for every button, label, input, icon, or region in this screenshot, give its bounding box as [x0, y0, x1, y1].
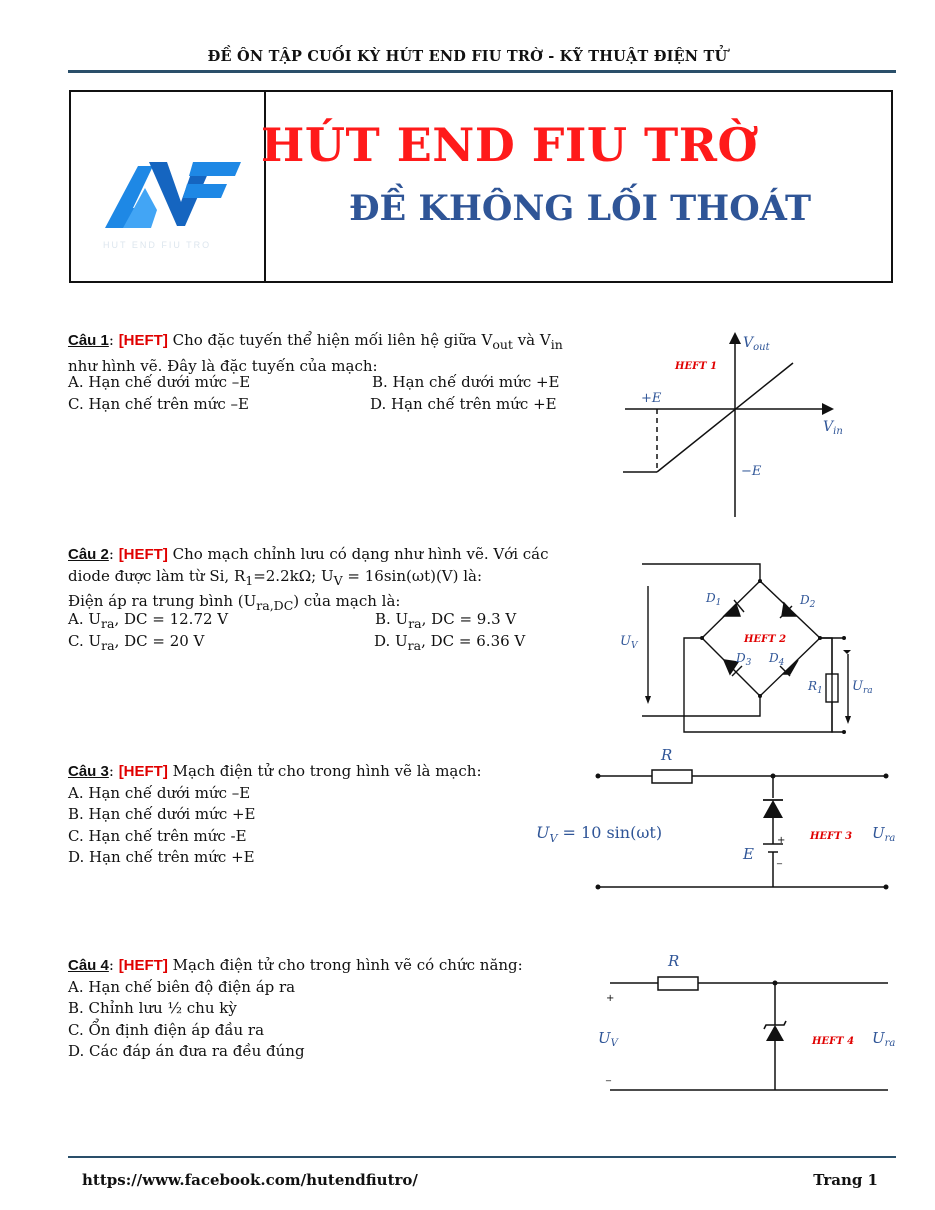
question-1-tag: [HEFT] [118, 332, 168, 349]
q2-line3-pre: Điện áp ra trung bình (U [68, 592, 257, 610]
plus-e-label: +E [641, 391, 662, 406]
q4-option-d[interactable]: D. Các đáp án đưa ra đều đúng [68, 1042, 305, 1060]
question-3-label: Câu 3 [68, 763, 109, 780]
question-1-label: Câu 1 [68, 332, 109, 349]
minus-e-label: −E [741, 464, 762, 479]
ura-label: $U_{ra}$ [872, 824, 896, 844]
q2-line3-sub: ra,DC [256, 598, 294, 613]
figure-2-bridge-rectifier [612, 556, 892, 742]
ura-label: $U_{ra}$ [852, 679, 873, 696]
minus-sign: _ [606, 1071, 611, 1082]
logo-caption: HUT END FIU TRO [103, 240, 212, 250]
question-1-text-2: như hình vẽ. Đây là đặc tuyến của mạch: [68, 356, 378, 375]
d2-label: $D_2$ [800, 593, 816, 610]
q2-option-b[interactable]: B. $U_{ra}$, DC = 9.3 V [375, 610, 517, 631]
q3-option-b[interactable]: B. Hạn chế dưới mức +E [68, 805, 256, 823]
q2-line2-post: =2.2kΩ; U [253, 566, 334, 585]
question-3: Câu 3: [HEFT] Mạch điện tử cho trong hình vẽ là mạch: A. Hạn chế dưới mức –E B. Hạn chế dưới mức +E C. Hạn chế trên mức -E D. Hạn chế trên mức +E [68, 761, 588, 869]
question-1-text-1: Cho đặc tuyến thể hiện mối liên hệ giữa V [172, 331, 493, 349]
r-label: R [668, 952, 680, 970]
banner-title: HÚT END FIU TRỜ [260, 118, 759, 172]
q3-option-a[interactable]: A. Hạn chế dưới mức –E [68, 783, 251, 802]
q1-option-d[interactable]: D. Hạn chế trên mức +E [370, 395, 557, 413]
uv-equation: $U_V = 10$ sin(ωt) [536, 823, 663, 845]
d3-label: $D_3$ [736, 651, 752, 668]
d1-label: $D_1$ [706, 591, 722, 608]
question-3-tag: [HEFT] [118, 763, 168, 780]
sub-in: in [550, 337, 563, 352]
q1-option-b[interactable]: B. Hạn chế dưới mức +E [372, 373, 560, 391]
sub-out: out [492, 337, 513, 352]
figure-1-transfer-characteristic [615, 325, 845, 525]
q2-line2-sub2: V [333, 572, 343, 588]
question-2: Câu 2: [HEFT] Cho mạch chỉnh lưu có dạng như hình vẽ. Với các diode được làm từ Si, $R_1=2.2k\Omega$; $U_V = 16\sin(\omega t)(V)$ là: Điện áp ra trung bình $(U_{ra,DC})$ của mạch là: [68, 545, 549, 613]
q2-line2-sub: 1 [245, 572, 254, 588]
q1-option-a[interactable]: A. Hạn chế dưới mức –E [68, 373, 251, 391]
q1-option-c[interactable]: C. Hạn chế trên mức –E [68, 395, 249, 413]
figure-4-tag: HEFT 4 [812, 1036, 855, 1047]
ura-label: $U_{ra}$ [872, 1029, 896, 1049]
footer-url-link[interactable]: https://www.facebook.com/hutendfiutro/ [82, 1171, 418, 1189]
question-2-tag: [HEFT] [118, 546, 168, 563]
vin-label: $V_{in}$ [823, 419, 843, 437]
banner-subtitle: ĐỀ KHÔNG LỐI THOÁT [348, 188, 812, 229]
footer-rule [68, 1156, 896, 1158]
header-rule [68, 70, 896, 73]
question-4-tag: [HEFT] [118, 957, 168, 974]
diode-icon [763, 800, 783, 818]
figure-3-tag: HEFT 3 [810, 831, 853, 842]
r-label: R [661, 746, 673, 764]
question-3-text-1: Mạch điện tử cho trong hình vẽ là mạch: [172, 762, 482, 780]
q2-line2-pre: diode được làm từ Si, R [68, 566, 246, 585]
figure-2-tag: HEFT 2 [744, 634, 787, 645]
q2-line3-post: ) của mạch là: [293, 592, 401, 610]
e-label: E [743, 845, 754, 863]
r1-label: $R_1$ [808, 679, 823, 696]
question-4: Câu 4: [HEFT] Mạch điện tử cho trong hình vẽ có chức năng: A. Hạn chế biên độ điện áp ra B. Chỉnh lưu ½ chu kỳ C. Ổn định điện áp đầu ra D. Các đáp án đưa ra đều đúng [68, 955, 588, 1063]
plus-sign: + [777, 835, 786, 846]
and-text: và V [512, 331, 551, 349]
figure-4-zener-regulator [590, 945, 910, 1105]
q2-option-a[interactable]: A. $U_{ra}$, DC = 12.72 V [68, 610, 229, 631]
q3-option-d[interactable]: D. Hạn chế trên mức +E [68, 848, 255, 866]
uv-label: $U_V$ [620, 634, 638, 651]
d4-label: $D_4$ [769, 651, 785, 668]
question-1: Câu 1: [HEFT] Cho đặc tuyến thể hiện mối liên hệ giữa $V_{out}$ và $V_{in}$ như hình vẽ. Đây là đặc tuyến của mạch: [68, 330, 588, 377]
q4-option-b[interactable]: B. Chỉnh lưu ½ chu kỳ [68, 999, 237, 1017]
q4-option-a[interactable]: A. Hạn chế biên độ điện áp ra [68, 977, 296, 996]
question-2-label: Câu 2 [68, 546, 109, 563]
zener-diode-icon [766, 1025, 784, 1041]
figure-3-clipper [530, 742, 910, 902]
minus-sign: _ [777, 854, 782, 865]
question-4-text-1: Mạch điện tử cho trong hình vẽ có chức năng: [172, 956, 523, 974]
q2-option-d[interactable]: D. $U_{ra}$, DC = 6.36 V [374, 632, 526, 653]
q2-line2-end: = 16sin(ωt)(V) là: [342, 566, 483, 585]
question-2-text-1: Cho mạch chỉnh lưu có dạng như hình vẽ. Với các [172, 545, 549, 563]
question-4-label: Câu 4 [68, 957, 109, 974]
q2-option-c[interactable]: C. $U_{ra}$, DC = 20 V [68, 632, 205, 653]
uv-label: $U_V$ [598, 1029, 618, 1049]
figure-1-tag: HEFT 1 [675, 361, 718, 372]
diode-d1 [724, 604, 740, 616]
q4-option-c[interactable]: C. Ổn định điện áp đầu ra [68, 1020, 265, 1039]
page-number: Trang 1 [813, 1171, 878, 1189]
plus-sign: + [606, 993, 615, 1004]
page-header: ĐỀ ÔN TẬP CUỐI KỲ HÚT END FIU TRỜ - KỸ THUẬT ĐIỆN TỬ [207, 48, 728, 65]
linear-segment [657, 363, 793, 472]
vout-label: $V_{out}$ [743, 335, 770, 353]
q3-option-c[interactable]: C. Hạn chế trên mức -E [68, 826, 247, 845]
